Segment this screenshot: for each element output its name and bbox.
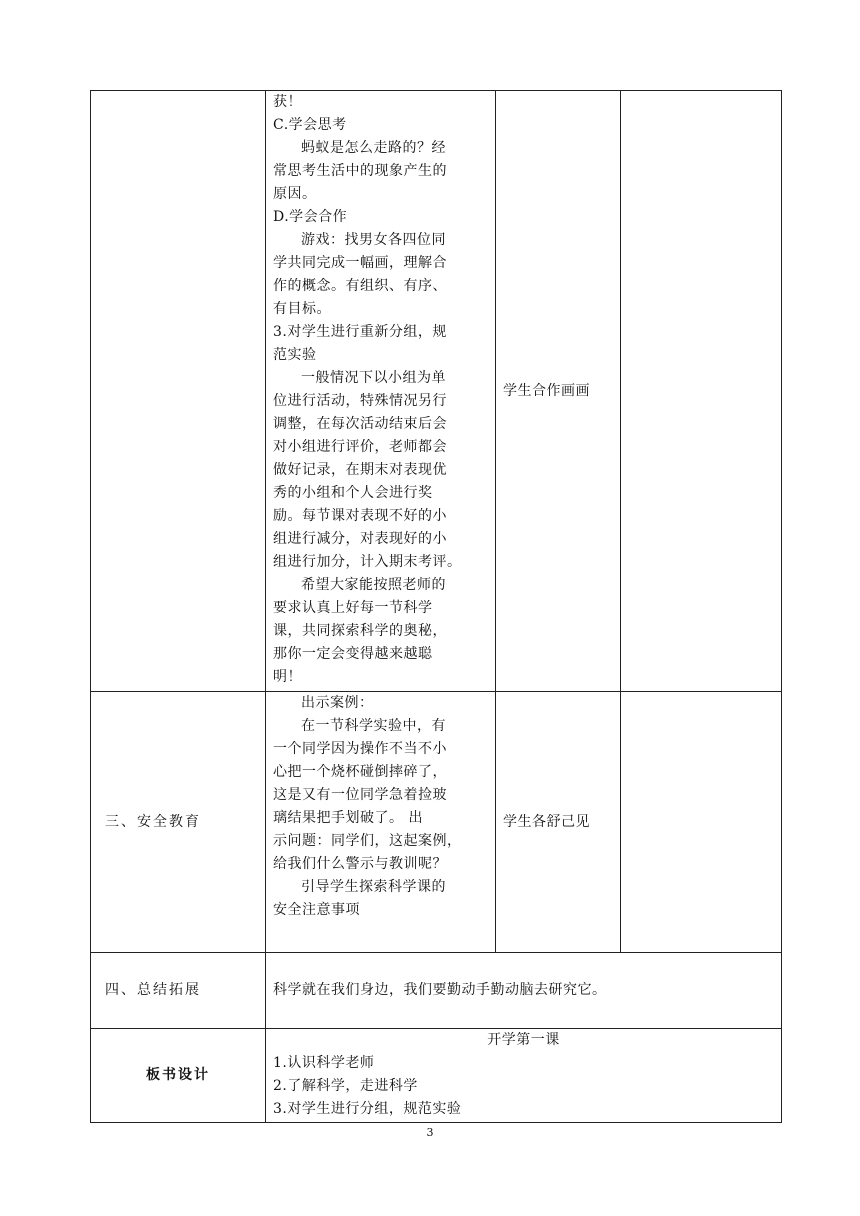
note-cell-continuation [621,91,782,692]
board-content-cell [266,1029,782,1123]
activity-text [266,692,495,922]
activity-line: 做好记录，在期末对表现优 [273,462,447,478]
activity-line: 明！ [273,669,302,685]
activity-line: 励。每节课对表现不好的小 [273,508,447,524]
note-cell-safety [621,692,782,953]
activity-line: 璃结果把手划破了。 出 [273,810,423,826]
summary-text: 科学就在我们身边，我们要勤动手勤动脑去研究它。 [273,982,607,998]
lesson-plan-table [90,90,782,1123]
activity-line: 学共同完成一幅画，理解合 [273,255,447,271]
table-row-continuation [91,91,782,692]
student-cell-safety [496,692,621,953]
activity-cell-safety [266,692,496,953]
activity-line: 常思考生活中的现象产生的 [273,163,447,179]
activity-line: D.学会合作 [273,209,348,225]
activity-line: 组进行减分，对表现好的小 [273,531,447,547]
activity-line: 对小组进行评价，老师都会 [273,439,447,455]
stage-cell-empty [91,91,266,692]
activity-line: 心把一个烧杯碰倒摔碎了， [273,764,447,780]
activity-line: 获！ [273,94,302,110]
summary-content-cell [266,953,782,1029]
page-number: 3 [426,1126,434,1139]
activity-line: C.学会思考 [273,117,347,133]
stage-cell-summary [91,953,266,1029]
board-item: 2.了解科学，走进科学 [273,1078,418,1094]
activity-line: 蚂蚁是怎么走路的？经 [301,140,446,156]
table-row-summary [91,953,782,1029]
stage-label: 四、总结拓展 [105,982,201,998]
activity-line: 出示案例： [301,695,374,711]
board-design-label: 板书设计 [146,1067,210,1083]
activity-line: 要求认真上好每一节科学 [273,600,433,616]
stage-cell-safety [91,692,266,953]
activity-line: 给我们什么警示与教训呢？ [273,856,447,872]
activity-line: 一个同学因为操作不当不小 [273,741,447,757]
activity-line: 有目标。 [273,301,331,317]
stage-cell-board [91,1029,266,1123]
board-content [266,1029,781,1121]
activity-line: 位进行活动，特殊情况另行 [273,393,447,409]
student-cell-continuation [496,91,621,692]
activity-line: 在一节科学实验中，有 [301,718,446,734]
activity-line: 3.对学生进行重新分组，规 [273,324,447,340]
activity-line: 那你一定会变得越来越聪 [273,646,433,662]
activity-line: 希望大家能按照老师的 [301,577,446,593]
activity-line: 一般情况下以小组为单 [301,370,446,386]
activity-text [266,91,495,689]
board-title: 开学第一课 [487,1032,560,1048]
table-row-board [91,1029,782,1123]
board-item: 3.对学生进行分组，规范实验 [273,1101,462,1117]
activity-line: 示问题：同学们，这起案例， [273,833,462,849]
activity-cell-continuation [266,91,496,692]
table-row-safety [91,692,782,953]
activity-line: 作的概念。有组织、有序、 [273,278,447,294]
activity-line: 安全注意事项 [273,902,360,918]
activity-line: 范实验 [273,347,317,363]
activity-line: 调整，在每次活动结束后会 [273,416,447,432]
activity-line: 这是又有一位同学急着捡玻 [273,787,447,803]
board-item: 1.认识科学老师 [273,1055,375,1071]
activity-line: 引导学生探索科学课的 [301,879,446,895]
activity-line: 组进行加分，计入期末考评。 [273,554,462,570]
activity-line: 秀的小组和个人会进行奖 [273,485,433,501]
activity-line: 游戏：找男女各四位同 [301,232,446,248]
activity-line: 课，共同探索科学的奥秘， [273,623,447,639]
student-activity-text: 学生各舒己见 [503,813,590,830]
activity-line: 原因。 [273,186,317,202]
stage-label: 三、安全教育 [105,813,201,830]
student-activity-text: 学生合作画画 [503,382,590,399]
